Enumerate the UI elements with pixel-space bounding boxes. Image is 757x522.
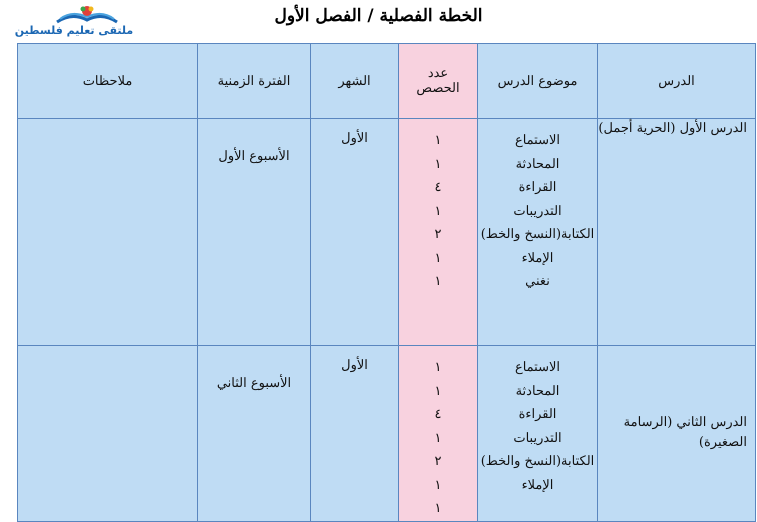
- table-row: [18, 346, 756, 522]
- topic-item: المحادثة: [515, 383, 560, 399]
- month-value: الأول: [341, 358, 368, 373]
- header-topic: موضوع الدرس: [478, 44, 598, 119]
- table-row: [18, 119, 756, 346]
- month-cell: [311, 119, 399, 346]
- count-item: ٤: [434, 407, 442, 422]
- month-cell: [311, 346, 399, 522]
- count-item: ١: [434, 360, 442, 375]
- lesson-cell: [598, 119, 756, 346]
- topic-item: نغني: [525, 274, 550, 289]
- count-item: ٢: [434, 227, 442, 242]
- count-item: ١: [434, 477, 442, 493]
- counts-cell: [399, 119, 478, 346]
- header-count: [399, 44, 478, 119]
- lesson-title: الدرس الأول (الحرية أجمل): [598, 121, 747, 136]
- header-notes: ملاحظات: [18, 44, 198, 119]
- topic-item: الإملاء: [521, 477, 554, 493]
- counts-cell: [399, 346, 478, 522]
- count-item: ١: [434, 501, 442, 516]
- header-count-line1: عدد: [427, 66, 449, 81]
- count-item: ١: [434, 383, 442, 399]
- period-value: الأسبوع الأول: [218, 149, 290, 164]
- table-header-row: [18, 44, 756, 119]
- month-value: الأول: [341, 131, 368, 146]
- lesson-title: الدرس الثاني (الرسامة الصغيرة): [623, 415, 747, 451]
- notes-value: [18, 346, 197, 358]
- lesson-cell: [598, 346, 756, 522]
- period-cell: [198, 119, 311, 346]
- count-item: ١: [434, 250, 442, 266]
- page-title: الخطة الفصلية / الفصل الأول: [274, 6, 483, 26]
- header-lesson: الدرس: [598, 44, 756, 119]
- topic-item: الاستماع: [514, 360, 561, 375]
- period-value: الأسبوع الثاني: [216, 376, 292, 391]
- period-cell: [198, 346, 311, 522]
- topic-item: التدريبات: [513, 203, 562, 219]
- count-item: ٤: [434, 180, 442, 195]
- topic-item: الاستماع: [514, 133, 561, 148]
- plan-table: [17, 43, 756, 522]
- topic-item: التدريبات: [513, 430, 562, 446]
- topic-item: القراءة: [518, 180, 557, 195]
- header-count-line2: الحصص: [416, 81, 460, 96]
- notes-cell: [18, 119, 198, 346]
- count-item: ١: [434, 156, 442, 172]
- topic-item: الإملاء: [521, 250, 554, 266]
- topics-cell: [478, 119, 598, 346]
- count-item: ١: [434, 430, 442, 446]
- notes-cell: [18, 346, 198, 522]
- topic-item: المحادثة: [515, 156, 560, 172]
- notes-value: [18, 119, 197, 131]
- logo-text: ملتقى تعليم فلسطين: [14, 24, 134, 37]
- count-item: ٢: [434, 454, 442, 469]
- topic-item: الكتابة(النسخ والخط): [480, 454, 595, 469]
- count-item: ١: [434, 133, 442, 148]
- header-month: الشهر: [311, 44, 399, 119]
- topic-item: الكتابة(النسخ والخط): [480, 227, 595, 242]
- header-period: الفترة الزمنية: [198, 44, 311, 119]
- topic-item: القراءة: [518, 407, 557, 422]
- count-item: ١: [434, 274, 442, 289]
- topics-cell: [478, 346, 598, 522]
- count-item: ١: [434, 203, 442, 219]
